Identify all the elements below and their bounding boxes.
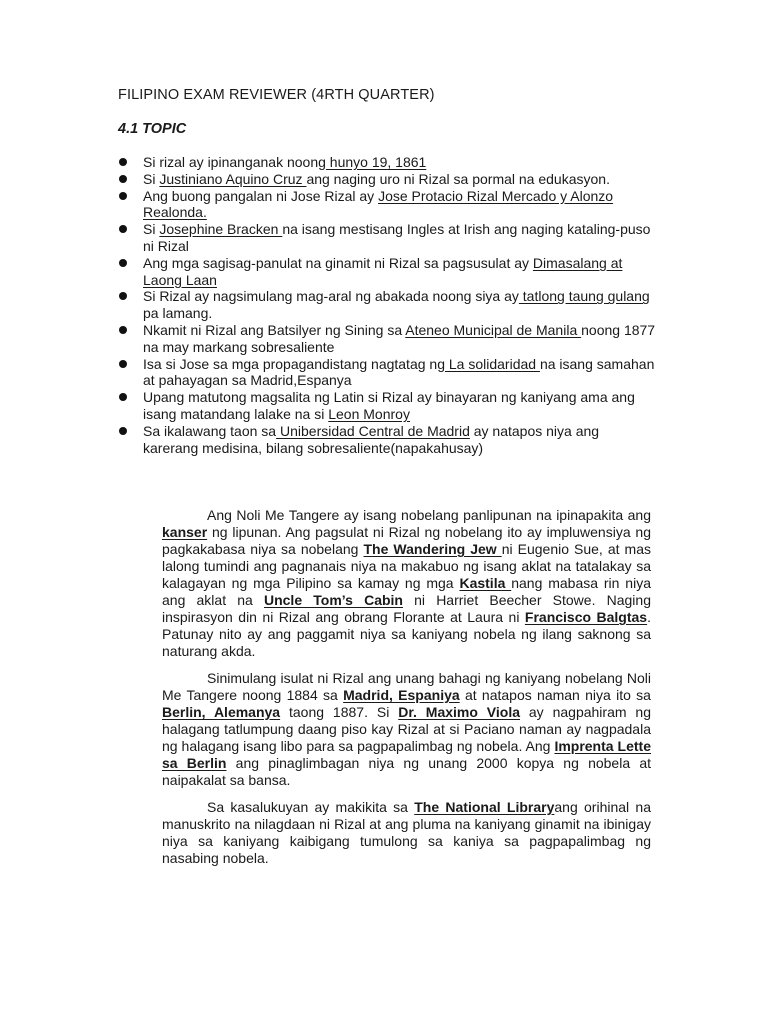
bullet-item: Upang matutong magsalita ng Latin si Rizal ay binayaran ng kaniyang ama ang isang matandang lalake na si Leon Monroy — [118, 389, 658, 423]
bullet-dot-icon — [119, 158, 127, 166]
paragraph-noli-manuscript: Sa kasalukuyan ay makikita sa The National Libraryang orihinal na manuskrito na nilagdaan ni Rizal at ang pluma na kaniyang ginamit na ibinigay niya sa kaniyang kaibigang tumulong sa kaniya sa pagpapalimbag ng nasabing nobela. — [162, 799, 652, 866]
bullet-item: Sa ikalawang taon sa Unibersidad Central de Madrid ay natapos niya ang karerang medisina, bilang sobresaliente(napakahusay) — [118, 423, 658, 457]
bullet-item: Si rizal ay ipinanganak noong hunyo 19, 1861 — [118, 154, 658, 171]
paragraph-noli-inspiration: Ang Noli Me Tangere ay isang nobelang panlipunan na ipinapakita ang kanser ng lipunan. Ang pagsulat ni Rizal ng nobelang ito ay impluwensiya ng pagkakabasa niya sa nobelang The Wandering Jew ni Eugenio Sue, at mas lalong tumindi ang pagnanais niya na makabuo ng isang aklat na tatalakay sa kalagayan ng mga Pilipino sa kamay ng mga Kastila nang mabasa rin niya ang aklat na Uncle Tom’s Cabin ni Harriet Beecher Stowe. Naging inspirasyon din ni Rizal ang obrang Florante at Laura ni Francisco Balgtas. Patunay nito ay ang paggamit niya sa kaniyang nobela ng ilang saknong sa naturang akda. — [162, 507, 651, 659]
bullet-item: Si Rizal ay nagsimulang mag-aral ng abakada noong siya ay tatlong taung gulang pa lamang. — [118, 288, 658, 322]
bullet-item: Ang buong pangalan ni Jose Rizal ay Jose Protacio Rizal Mercado y Alonzo Realonda. — [118, 188, 658, 222]
bullet-item: Si Josephine Bracken na isang mestisang Ingles at Irish ang naging kataling-puso ni Rizal — [118, 221, 658, 255]
bullet-item: Ang mga sagisag-panulat na ginamit ni Rizal sa pagsusulat ay Dimasalang at Laong Laan — [118, 255, 658, 289]
bullet-item: Si Justiniano Aquino Cruz ang naging uro ni Rizal sa pormal na edukasyon. — [118, 171, 658, 188]
bullet-list — [118, 154, 658, 456]
bullet-dot-icon — [119, 192, 127, 200]
bullet-dot-icon — [119, 326, 127, 334]
bullet-dot-icon — [119, 360, 127, 368]
document-title: FILIPINO EXAM REVIEWER (4RTH QUARTER) — [118, 87, 435, 103]
bullet-dot-icon — [119, 292, 127, 300]
bullet-dot-icon — [119, 393, 127, 401]
bullet-item: Isa si Jose sa mga propagandistang nagtatag ng La solidaridad na isang samahan at pahayagan sa Madrid,Espanya — [118, 356, 658, 390]
bullet-dot-icon — [119, 427, 127, 435]
bullet-dot-icon — [119, 225, 127, 233]
topic-heading: 4.1 TOPIC — [118, 121, 187, 137]
bullet-dot-icon — [119, 259, 127, 267]
bullet-item: Nkamit ni Rizal ang Batsilyer ng Sining sa Ateneo Municipal de Manila noong 1877 na may markang sobresaliente — [118, 322, 658, 356]
essay-section — [162, 507, 651, 877]
paragraph-noli-writing: Sinimulang isulat ni Rizal ang unang bahagi ng kaniyang nobelang Noli Me Tangere noong 1884 sa Madrid, Espaniya at natapos naman niya ito sa Berlin, Alemanya taong 1887. Si Dr. Maximo Viola ay nagpahiram ng halagang tatlumpung daang piso kay Rizal at si Paciano naman ay nagpadala ng halagang isang libo para sa pagpapalimbag ng nobela. Ang Imprenta Lette sa Berlin ang pinaglimbagan niya ng unang 2000 kopya ng nobela at naipakalat sa bansa. — [162, 670, 651, 788]
bullet-dot-icon — [119, 175, 127, 183]
